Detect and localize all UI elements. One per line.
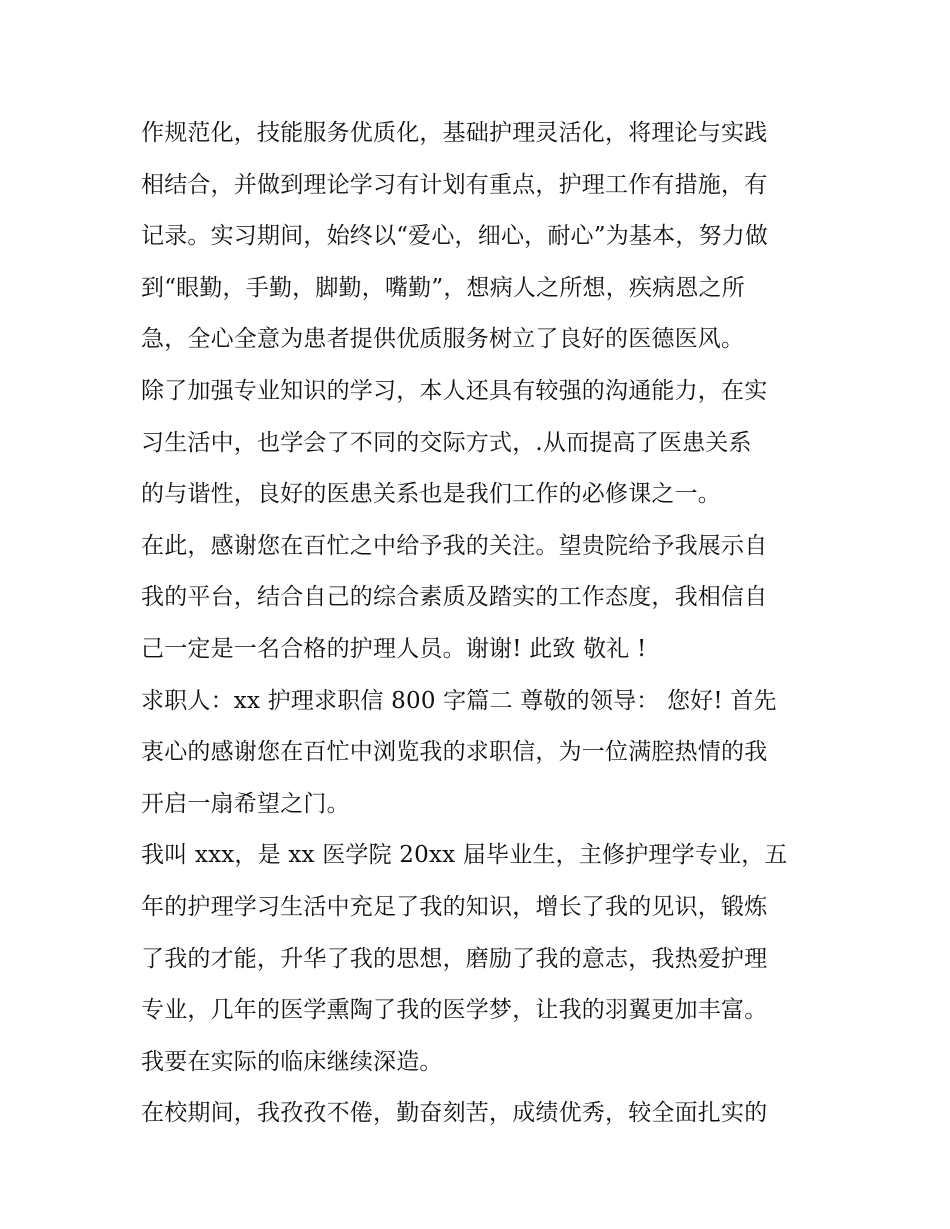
text-line: 在校期间，我孜孜不倦，勤奋刻苦，成绩优秀，较全面扎实的 [141, 1100, 768, 1127]
text-line: 我要在实际的临床继续深造。 [141, 1048, 443, 1075]
text-line: 相结合，并做到理论学习有计划有重点，护理工作有措施，有 [141, 171, 768, 198]
text-line: 除了加强专业知识的学习，本人还具有较强的沟通能力，在实 [141, 377, 768, 404]
text-line: 己一定是一名合格的护理人员。谢谢! 此致 敬礼 ! [141, 635, 647, 662]
text-line: 作规范化，技能服务优质化，基础护理灵活化，将理论与实践 [141, 120, 768, 146]
text-line: 衷心的感谢您在百忙中浏览我的求职信，为一位满腔热情的我 [141, 739, 768, 766]
text-line: 开启一扇希望之门。 [141, 790, 350, 817]
text-line: 到“眼勤，手勤，脚勤，嘴勤”，想病人之所想，疾病恩之所 [141, 274, 745, 301]
text-line: 记录。实习期间，始终以“爱心，细心，耐心”为基本，努力做 [141, 223, 769, 250]
text-line: 我的平台，结合自己的综合素质及踏实的工作态度，我相信自 [141, 584, 768, 611]
text-line: 专业，几年的医学熏陶了我的医学梦，让我的羽翼更加丰富。 [141, 997, 768, 1024]
text-line: 在此，感谢您在百忙之中给予我的关注。望贵院给予我展示自 [141, 532, 768, 559]
text-line: 的与谐性，良好的医患关系也是我们工作的必修课之一。 [141, 481, 721, 508]
text-line: 急，全心全意为患者提供优质服务树立了良好的医德医风。 [141, 326, 745, 353]
text-line: 我叫 xxx，是 xx 医学院 20xx 届毕业生，主修护理学专业，五 [141, 842, 788, 869]
text-line: 年的护理学习生活中充足了我的知识，增长了我的见识，锻炼 [141, 893, 768, 920]
text-line: 了我的才能，升华了我的思想，磨励了我的意志，我热爱护理 [141, 945, 768, 972]
text-line: 习生活中，也学会了不同的交际方式，.从而提高了医患关系 [141, 429, 752, 456]
document-body [141, 108, 831, 1140]
text-line: 求职人：xx 护理求职信 800 字篇二 尊敬的领导： 您好! 首先 [141, 687, 777, 714]
